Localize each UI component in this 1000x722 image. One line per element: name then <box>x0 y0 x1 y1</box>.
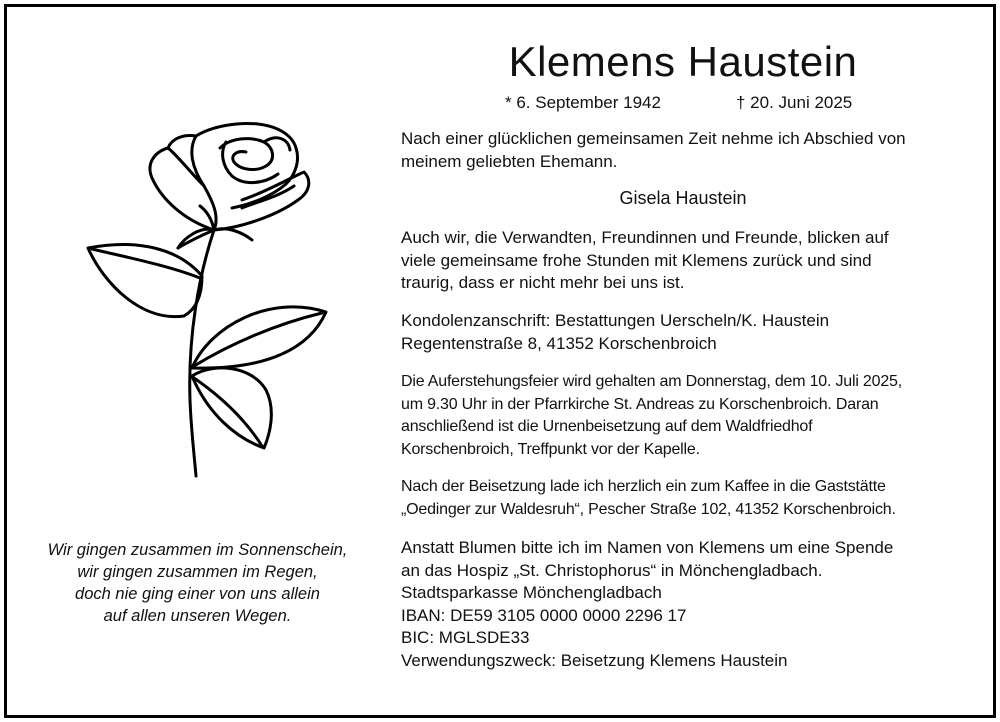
farewell-text: Nach einer glücklichen gemeinsamen Zeit nehme ich Abschied von meinem geliebten Ehemann. <box>401 129 906 171</box>
iban: IBAN: DE59 3105 0000 0000 2296 17 <box>401 605 687 625</box>
coffee-invitation: Nach der Beisetzung lade ich herzlich ein zum Kaffee in die Gaststätte „Oedinger zur Waldesruh“, Pescher Straße 102, 41352 Korschenbroich. <box>401 478 896 518</box>
donation-text: Anstatt Blumen bitte ich im Namen von Klemens um eine Spende an das Hospiz „St. Christophorus“ in Mönchengladbach. Stadtsparkasse Mönchengladbach IBAN: DE59 3105 0000 0000 2296 17 BIC: MGLSDE33 Verwendungszweck: Beisetzung Klemens Haustein <box>401 537 964 672</box>
rose-illustration <box>80 108 340 480</box>
deceased-name: Klemens Haustein <box>508 38 858 85</box>
rose-leaf-left <box>88 244 202 316</box>
relatives-text: Auch wir, die Verwandten, Freundinnen und Freunde, blicken auf viele gemeinsame frohe Stunden mit Klemens zurück und sind traurig, dass er nicht mehr bei uns ist. <box>401 228 889 292</box>
death-date: † 20. Juni 2025 <box>736 93 853 112</box>
ceremony-text: Die Auferstehungsfeier wird gehalten am Donnerstag, dem 10. Juli 2025, um 9.30 Uhr in der Pfarrkirche St. Andreas zu Korschenbroich. Daran anschließend ist die Urnenbeisetzung auf dem Waldfriedhof Korschenbroich, Treffpunkt vor der Kapelle. <box>401 373 902 458</box>
memorial-poem: Wir gingen zusammen im Sonnenschein, wir gingen zusammen im Regen, doch nie ging einer von uns allein auf allen unseren Wegen. <box>47 541 348 625</box>
condolence-address: Kondolenzanschrift: Bestattungen Uerscheln/K. Haustein Regentenstraße 8, 41352 Korschenbroich <box>401 311 830 353</box>
rose-bloom <box>150 148 216 230</box>
payment-reference: Verwendungszweck: Beisetzung Klemens Haustein <box>401 650 788 670</box>
bic: BIC: MGLSDE33 <box>401 628 530 647</box>
birth-date: * 6. September 1942 <box>505 93 661 112</box>
signer-name: Gisela Haustein <box>619 188 747 208</box>
